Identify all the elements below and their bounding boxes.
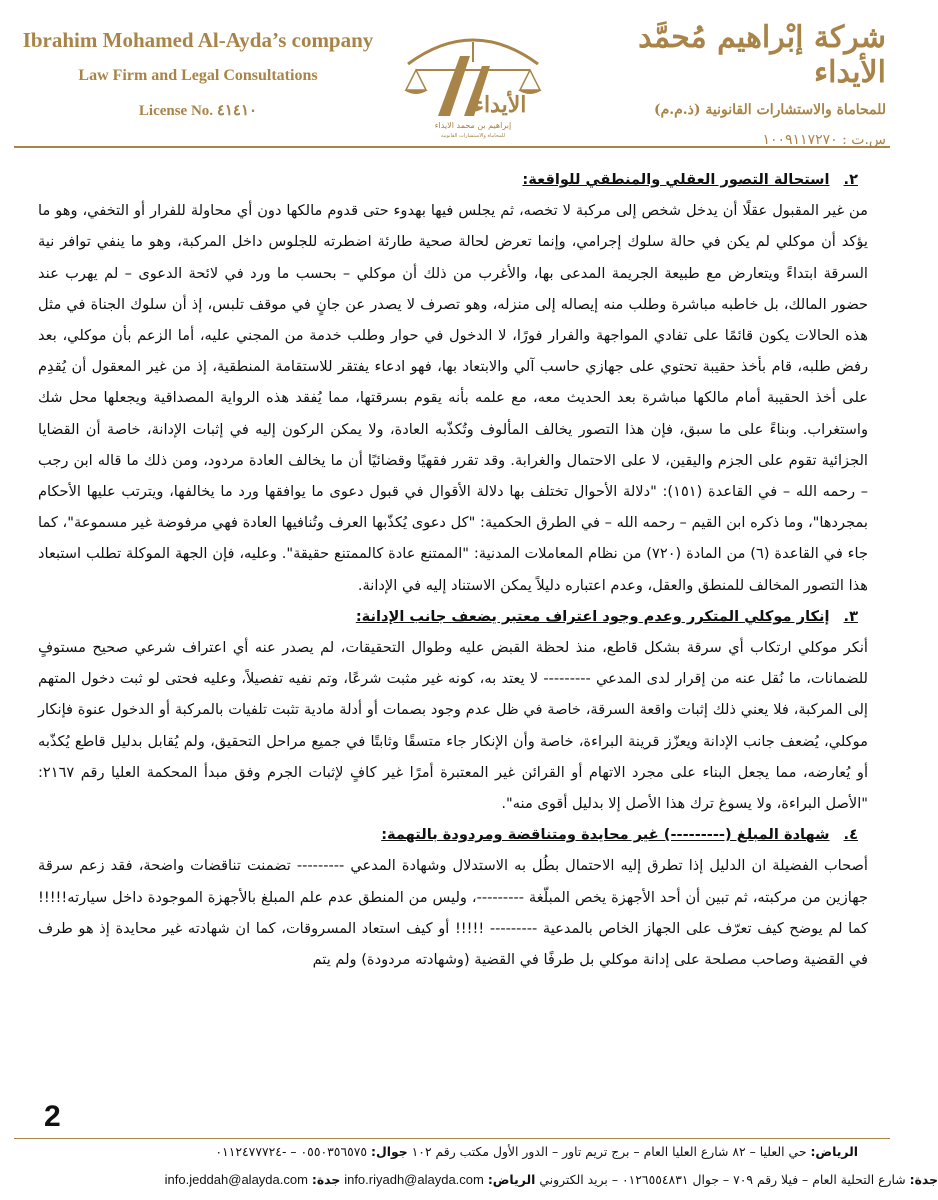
jeddah-label: جدة: <box>909 1172 938 1187</box>
section-title: استحالة التصور العقلي والمنطقي للواقعة: <box>522 171 830 188</box>
document-body <box>38 164 868 975</box>
commercial-registration: س.ت : ١٠٠٩١١٧٢٧٠ <box>762 132 886 148</box>
logo-caption-2: للمحاماة والاستشارات القانونية <box>440 133 506 139</box>
phone-label: جوال: <box>371 1144 408 1159</box>
section-number: ٤. <box>843 826 858 844</box>
company-subtitle-ar: للمحاماة والاستشارات القانونية (ذ.م.م) <box>653 102 886 118</box>
header-arabic <box>556 20 886 148</box>
section-paragraph: أنكر موكلي ارتكاب أي سرقة بشكل قاطع، منذ لحظة القبض عليه وطوال التحقيقات، لم يصدر عنه أي اعتراف شرعي صحيح مستوفٍ للضمانات، ما نُقل عنه من إقرار لدى المدعي --------- لا يعتد به، كونه غير مثبت شرعًا، وتم نفيه تفصيلاً، وعليه فحتى لو ثبت دخول المتهم إلى المركبة، فلا يعني ذلك إثبات واقعة السرقة، خاصة في ظل عدم وجود بصمات أو أدلة مادية تثبت تلفيات بالمركبة أو الدخول عنوة فإنكار موكلي، يُضعف جانب الإدانة ويعزّز قرينة البراءة، خاصة وأن الإنكار جاء متسقًا وثابتًا في جميع مراحل التحقيق، ولم يُقابل بدليل قاطع يُكذّبه أو يُعارضه، مما يجعل البناء على مجرد الاتهام أو القرائن غير المعتبرة أمرًا غير كافٍ لإثبات الجرم وفق مبدأ المحكمة العليا رقم ٢١٦٧: "الأصل البراءة، ولا يسوغ ترك هذا الأصل إلا بدليل أقوى منه". <box>38 639 868 813</box>
header-english <box>18 28 378 120</box>
riyadh-phones: ٠٥٥٠٣٥٦٥٧٥ – -٠١١٢٤٧٧٧٢٤ <box>215 1144 368 1159</box>
riyadh-address: حي العليا – ٨٢ شارع العليا العام – برج تريم تاور – الدور الأول مكتب رقم ١٠٢ <box>411 1144 807 1159</box>
riyadh-email-label: الرياض: <box>487 1172 536 1187</box>
section-title: إنكار موكلي المتكرر وعدم وجود اعتراف معتبر يضعف جانب الإدانة: <box>355 607 830 625</box>
riyadh-email-link[interactable]: info.riyadh@alayda.com <box>344 1172 484 1187</box>
section-paragraph: أصحاب الفضيلة ان الدليل إذا تطرق إليه الاحتمال بطُل به الاستدلال وشهادة المدعي --------- تضمنت تناقضات واضحة، فقد زعم سرقة جهازين من مركبته، ثم تبين أن أحد الأجهزة يخص المبلّغة ---------، وليس من المنطق عدم علم المبلغ بالأجهزة الموجودة داخل سيارته!!!!! كما لم يوضح كيف تعرّف على الجهاز الخاص بالمدعية --------- !!!!! أو كيف استعاد المسروقات، كما ان شهادته غير محايدة إذ هو طرف في القضية وصاحب مصلحة على إدانة موكلي بل طرفًا في القضية (وشهادته مردودة) ولم يتم <box>38 857 868 969</box>
jeddah-email-link[interactable]: info.jeddah@alayda.com <box>164 1172 308 1187</box>
logo-caption: إبراهيم بن محمد الايداء <box>434 121 512 130</box>
logo-wordmark: الأيداء <box>473 92 527 118</box>
company-name-en: Ibrahim Mohamed Al-Ayda’s company <box>22 28 374 52</box>
company-logo <box>398 20 548 138</box>
company-subtitle-en: Law Firm and Legal Consultations <box>78 67 318 84</box>
jeddah-email-label: جدة: <box>311 1172 341 1187</box>
header-divider <box>14 146 890 148</box>
footer-riyadh-address <box>215 1144 858 1159</box>
jeddah-address: شارع التحلية العام – فيلا رقم ٧٠٩ – جوال ٠١٢٦٥٥٤٨٣١ – بريد الكتروني <box>539 1172 906 1187</box>
section-number: ٢. <box>843 171 858 188</box>
riyadh-label: الرياض: <box>810 1144 858 1159</box>
footer-divider <box>14 1138 890 1139</box>
section-heading-4 <box>38 819 868 850</box>
license-number: License No. ٤١٤١٠ <box>138 103 258 119</box>
page-number: 2 <box>44 1100 61 1133</box>
section-heading-3 <box>38 601 868 632</box>
section-title: شهادة المبلغ (---------) غير محايدة ومتناقضة ومردودة بالتهمة: <box>381 826 830 844</box>
section-paragraph: من غير المقبول عقلًا أن يدخل شخص إلى مركبة لا تخصه، ثم يجلس فيها بهدوء حتى قدوم مالكها دون أي محاولة للفرار أو التخفي، وهو ما يؤكد أن موكلي لم يكن في حالة سلوك إجرامي، وإنما تعرض لحالة صحية طارئة اضطرته للجلوس داخل المركبة، وهو ما ينفي توافر نية السرقة ابتداءً ويتعارض مع طبيعة الجريمة المدعى بها، والأغرب من ذلك أن موكلي – بحسب ما ورد في لائحة الدعوى – لم يهرب عند حضور المالك، بل خاطبه مباشرة وطلب منه إيصاله إلى منزله، وهو تصرف لا يصدر عن جانٍ في موقف تلبس، إذ أن سلوك الجناة في مثل هذه الحالات يكون قائمًا على تفادي المواجهة والفرار فورًا، لا الدخول في حوار وطلب خدمة من المجني عليه، أما الزعم بأن موكلي، بعد رفض طلبه، قام بأخذ حقيبة تحتوي على جهازي حاسب آلي والابتعاد بها، فهو ادعاء يفتقر للاستقامة المنطقية، إذ من غير المعقول أن يُقدِم على أخذ الحقيبة أمام مالكها مباشرة بعد الحديث معه، مع علمه بأنه يقوم بسرقتها، مما يُفقد هذه الرواية المصداقية ويجعلها محل شك واستغراب. وبناءً على ما سبق، فإن هذا التصور يخالف المألوف وتُكذّبه العادة، ولا يمكن الركون إليه في إثبات الإدانة، خاصة أن القضايا الجزائية تقوم على الجزم واليقين، لا على الاحتمال والغرابة. وقد تقرر فقهيًا وقضائيًا أن ما يخالف العادة مردود، ومن ذلك ما قاله ابن رجب – رحمه الله – في القاعدة (١٥١): "دلالة الأحوال تختلف بها دلالة الأقوال في قبول دعوى ما يوافقها ورد ما يخالفها، ويترتب عليها الأحكام بمجردها"، وما ذكره ابن القيم – رحمه الله – في الطرق الحكمية: "كل دعوى يُكذّبها العرف وتُنافيها العادة فهي مرفوضة غير مسموعة"، كما جاء في القاعدة (٦) من المادة (٧٢٠) من نظام المعاملات المدنية: "الممتنع عادة كالممتنع حقيقة". وعليه، فإن الجهة الموكلة تطلب استبعاد هذا التصور المخالف للمنطق والعقل، وعدم اعتباره دليلاً يمكن الاستناد إليه في الإدانة. <box>38 202 868 594</box>
section-heading-2 <box>38 164 868 195</box>
company-name-ar: شركة إبْراهيم مُحمَّد الأيداء <box>638 20 886 90</box>
section-number: ٣. <box>843 607 858 625</box>
footer-jeddah-address <box>165 1172 938 1187</box>
